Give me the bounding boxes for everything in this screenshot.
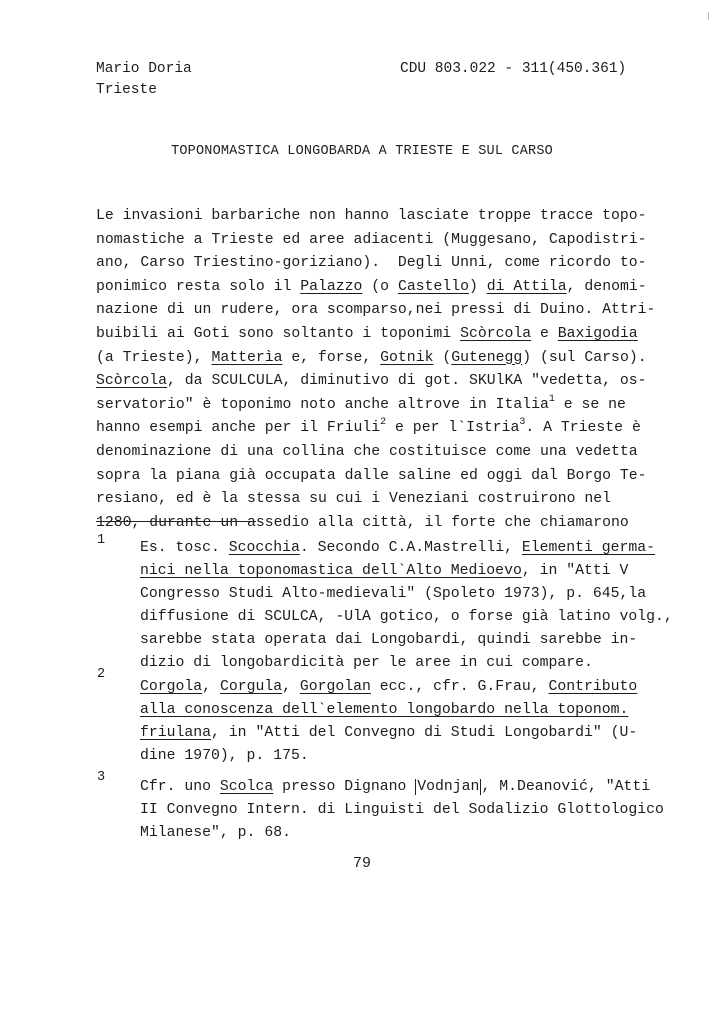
body-line: nazione di un rudere, ora scomparso,nei pressi di Duino. Attri- [96,302,656,319]
underlined-toponym: Gotnik [380,349,434,366]
body-line: hanno esempi anche per il Friuli$^2$ e per l`Istria$^3$. A Trieste è [96,417,641,437]
author-name: Mario Doria [96,61,192,77]
body-line: (a Trieste), Matterìa e, forse, Gotnik (Gutenegg) (sul Carso). [96,349,647,366]
footnote-3: Cfr. uno Scolca presso Dignano Vodnjan , M.Deanović, "Atti II Convegno Intern. di Linguisti del Sodalizio Glottologico Milanese", p. 68. [140,779,664,841]
footnote-ref: 2 [380,417,387,429]
page-number: 79 [352,855,371,872]
bracketed-toponym: Vodnjan [417,779,480,795]
underlined-toponym: di Attila [486,278,567,295]
footnote-number: 3 [97,770,106,785]
body-line: denominazione di una collina che costituisce come una vedetta [96,443,638,460]
body-line: ano, Carso Triestino-goriziano). Degli Unni, come ricordo to- [96,255,647,272]
body-line: buibili ai Goti sono soltanto i toponimi Scòrcola e Baxigodia [96,325,638,342]
scan-speck [708,12,709,20]
body-line: 1280, durante un assedio alla città, il forte che chiamarono [96,514,629,531]
footnote-number: 2 [97,667,106,682]
body-line: Scòrcola, da SCULCULA, diminutivo di got. SKUlKA "vedetta, os- [96,373,647,390]
underlined-toponym: Scòrcola [460,325,532,342]
underlined-toponym: Scòrcola [96,373,168,390]
body-line: Le invasioni barbariche non hanno lasciate troppe tracce topo- [96,208,647,224]
footnote-ref: 3 [519,417,526,429]
underlined-toponym: Gutenegg [451,349,523,366]
footnote-number: 1 [97,533,106,548]
underlined-toponym: Matterìa [211,349,283,366]
underlined-toponym: Baxigodia [557,325,638,342]
body-paragraph [96,205,656,535]
footnote-1: Es. tosc. Scocchia. Secondo C.A.Mastrelli, Elementi germa- nici nella toponomastica dell`Alto Medioevo, in "Atti V Congresso Studi Alto-medievali" (Spoleto 1973), p. 645,la diffusione di SCULCA, -UlA gotico, o forse già latino volg., sarebbe stata operata dai Longobardi, quindi sarebbe in- dizio di longobardicità per le aree in cui compare. [140,540,673,671]
body-line: ponimico resta solo il Palazzo (o Castello) di Attila, denomi- [96,278,647,295]
article-title: TOPONOMASTICA LONGOBARDA A TRIESTE E SUL CARSO [171,144,553,159]
underlined-toponym: Palazzo [300,278,363,295]
body-line: resiano, ed è la stessa su cui i Veneziani costruirono nel [96,491,612,508]
cdu-classification: CDU 803.022 - 311(450.361) [400,61,627,77]
body-line: servatorio" è toponimo noto anche altrove in Italia$^1$ e se ne [96,393,626,413]
footnote-ref: 1 [548,393,555,405]
body-line: nomastiche a Trieste ed aree adiacenti (Muggesano, Capodistri- [96,231,647,248]
author-city: Trieste [96,82,157,98]
underlined-toponym: Castello [397,278,469,295]
footnote-2: Corgola, Corgula, Gorgolan ecc., cfr. G.Frau, Contributo alla conoscenza dell`elemento longobardo nella toponom. friulana, in "Atti del Convegno di Studi Longobardi" (U- dine 1970), p. 175. [140,679,638,764]
footnote-separator [96,521,256,522]
body-line: sopra la piana già occupata dalle saline ed oggi dal Borgo Te- [96,467,647,484]
